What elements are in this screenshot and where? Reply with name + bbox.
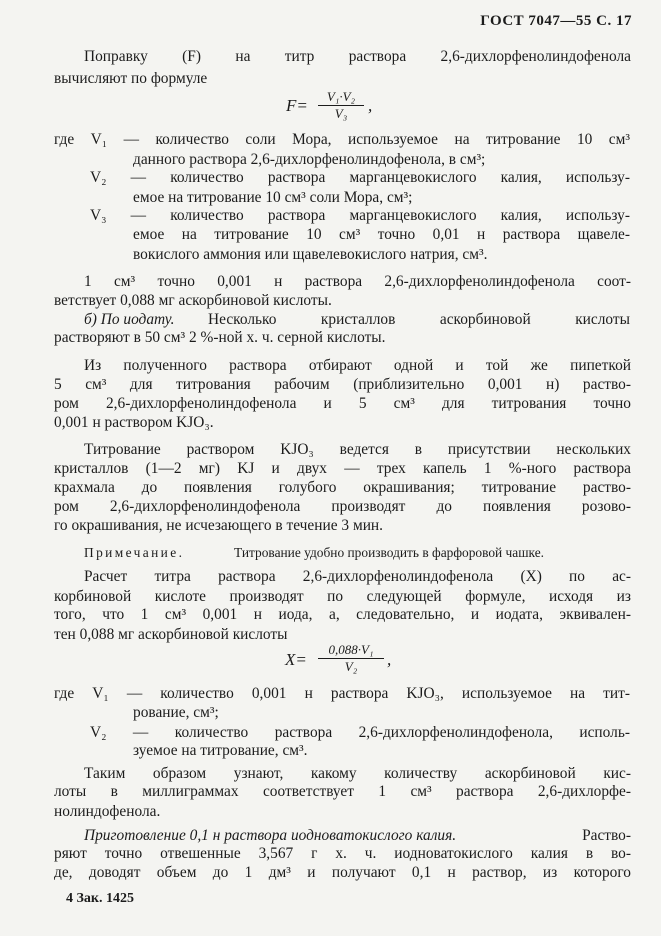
- note-text: Титрование удобно производить в фарфоровой чашке.: [234, 545, 544, 560]
- text-line: Поправку (F) на титр раствора 2,6-дихлорфенолиндофенола: [84, 48, 631, 65]
- text-line: го окрашивания, не исчезающего в течение 3 мин.: [54, 517, 384, 534]
- text-line: Несколько кристаллов аскорбиновой кислоты: [208, 311, 630, 328]
- formula-denominator: V₃: [334, 106, 348, 121]
- definition-line: V₃ — количество раствора марганцевокислого калия, использу-: [90, 207, 630, 224]
- definition-line: рование, см³;: [133, 704, 219, 721]
- text-line: кристаллов (1—2 мг) KJ и двух — трех капель 1 %-ного раствора: [54, 460, 631, 477]
- text-line: лоты в миллиграммах соответствует 1 см³ раствора 2,6-дихлорфе-: [54, 783, 631, 800]
- definition-line: V₂ — количество раствора 2,6-дихлорфенолиндофенола, исполь-: [90, 724, 630, 741]
- section-heading-iodate: б) По иодату.: [84, 311, 175, 328]
- definition-line: зуемое на титрование, см³.: [133, 742, 308, 759]
- text-line: де, доводят объем до 1 дм³ и получают 0,1 н раствор, из которого: [54, 864, 631, 881]
- text-line: Титрование раствором KJO₃ ведется в присутствии нескольких: [84, 441, 631, 458]
- page-header: ГОСТ 7047—55 С. 17: [480, 13, 632, 29]
- text-line: корбиновой кислоте производят по следующей формуле, исходя из: [54, 588, 631, 605]
- formula-numerator: V₁·V₂: [326, 89, 356, 104]
- definition-line: емое на титрование 10 см³ точно 0,01 н раствора щавеле-: [133, 226, 630, 243]
- text-line: тен 0,088 мг аскорбиновой кислоты: [54, 626, 288, 643]
- text-line: растворяют в 50 см³ 2 %-ной х. ч. серной кислоты.: [54, 329, 386, 346]
- text-line: крахмала до появления голубого окрашивания; титрование раство-: [54, 479, 631, 496]
- text-line: 5 см³ для титрования рабочим (приблизительно 0,001 н) раство-: [54, 376, 631, 393]
- definition-line: V₂ — количество раствора марганцевокислого калия, использу-: [90, 169, 630, 186]
- definition-line: данного раствора 2,6-дихлорфенолиндофенола, в см³;: [133, 151, 486, 168]
- section-heading-iodate-prep: Приготовление 0,1 н раствора иодноватокислого калия.: [84, 827, 457, 844]
- text-line: Расчет титра раствора 2,6-дихлорфенолиндофенола (X) по ас-: [84, 568, 631, 585]
- formula-numerator: 0,088·V₁: [328, 642, 374, 657]
- text-line: ром 2,6-дихлорфенолиндофенола и 5 см³ для титрования точно: [54, 395, 631, 412]
- note-label: Примечание.: [84, 545, 185, 560]
- text-line: Таким образом узнают, какому количеству аскорбиновой кис-: [84, 765, 631, 782]
- formula-denominator: V₂: [344, 659, 358, 674]
- text-line: Из полученного раствора отбирают одной и той же пипеткой: [84, 357, 631, 374]
- page-footer: 4 Зак. 1425: [66, 891, 134, 906]
- definition-line: где V₁ — количество 0,001 н раствора KJO₃, используемое на тит-: [54, 685, 630, 702]
- text-line: ром 2,6-дихлорфенолиндофенола производят до появления розово-: [54, 498, 631, 515]
- definition-line: где V₁ — количество соли Мора, используемое на титрование 10 см³: [54, 131, 630, 148]
- definition-line: емое на титрование 10 см³ соли Мора, см³;: [133, 189, 413, 206]
- text-line: того, что 1 см³ 0,001 н иода, а, следовательно, и иодата, эквивален-: [54, 606, 631, 623]
- text-line: ветствует 0,088 мг аскорбиновой кислоты.: [54, 292, 332, 309]
- text-line: Раство-: [582, 827, 631, 844]
- text-line: ряют точно отвешенные 3,567 г х. ч. иодноватокислого калия в во-: [54, 845, 631, 862]
- text-line: 1 см³ точно 0,001 н раствора 2,6-дихлорфенолиндофенола соот-: [84, 273, 631, 290]
- definition-line: вокислого аммония или щавелевокислого натрия, см³.: [133, 246, 488, 263]
- text-line: вычисляют по формуле: [54, 70, 208, 87]
- text-line: нолиндофенола.: [54, 803, 161, 820]
- text-line: 0,001 н раствором KJO₃.: [54, 414, 214, 431]
